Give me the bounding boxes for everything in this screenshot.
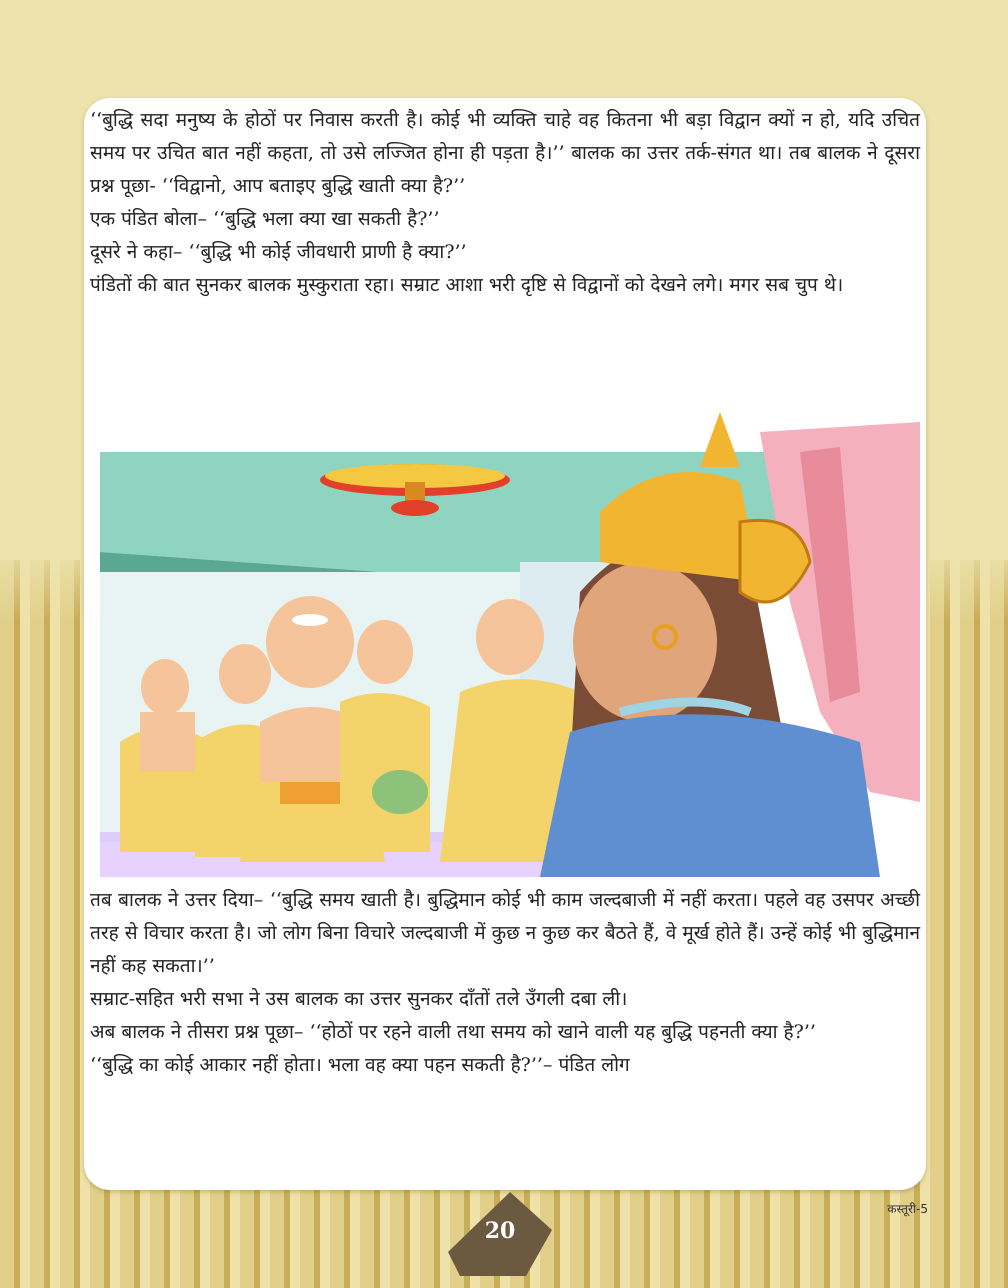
paragraph: अब बालक ने तीसरा प्रश्न पूछा– ‘‘होठों पर रहने वाली तथा समय को खाने वाली यह बुद्धि पहनती क्या है?’’ [90, 1021, 816, 1043]
paragraph: दूसरे ने कहा– ‘‘बुद्धि भी कोई जीवधारी प्राणी है क्या?’’ [90, 241, 467, 263]
paragraph: ‘‘बुद्धि सदा मनुष्य के होठों पर निवास करती है। कोई भी व्यक्ति चाहे वह कितना भी बड़ा विद्वान क्यों न हो, यदि उचित समय पर उचित बात नहीं कहता, तो उसे लज्जित होना ही पड़ता है।’’ बालक का उत्तर तर्क-संगत था। तब बालक ने दूसरा प्रश्न पूछा- ‘‘विद्वानो, आप बताइए बुद्धि खाती क्या है?’’ [90, 109, 920, 197]
book-label: कस्तूरी-5 [887, 1202, 928, 1216]
court-illustration [100, 412, 920, 877]
paragraph: एक पंडित बोला– ‘‘बुद्धि भला क्या खा सकती है?’’ [90, 208, 440, 230]
paragraph: तब बालक ने उत्तर दिया– ‘‘बुद्धि समय खाती है। बुद्धिमान कोई भी काम जल्दबाजी में नहीं करता। पहले वह उसपर अच्छी तरह से विचार करता है। जो लोग बिना विचारे जल्दबाजी में कुछ न कुछ कर बैठते हैं, वे मूर्ख होते हैं। उन्हें कोई भी बुद्धिमान नहीं कह सकता।’’ [90, 889, 920, 977]
paragraph: पंडितों की बात सुनकर बालक मुस्कुराता रहा। सम्राट आशा भरी दृष्टि से विद्वानों को देखने लगे। मगर सब चुप थे। [90, 274, 844, 296]
page-number-badge [440, 1190, 560, 1278]
paragraph: सम्राट-सहित भरी सभा ने उस बालक का उत्तर सुनकर दाँतों तले उँगली दबा ली। [90, 988, 628, 1010]
paragraph: ‘‘बुद्धि का कोई आकार नहीं होता। भला वह क्या पहन सकती है?’’– पंडित लोग [90, 1054, 630, 1076]
bottom-text [90, 884, 920, 1082]
page-number: 20 [484, 1218, 516, 1244]
top-text [90, 104, 920, 302]
